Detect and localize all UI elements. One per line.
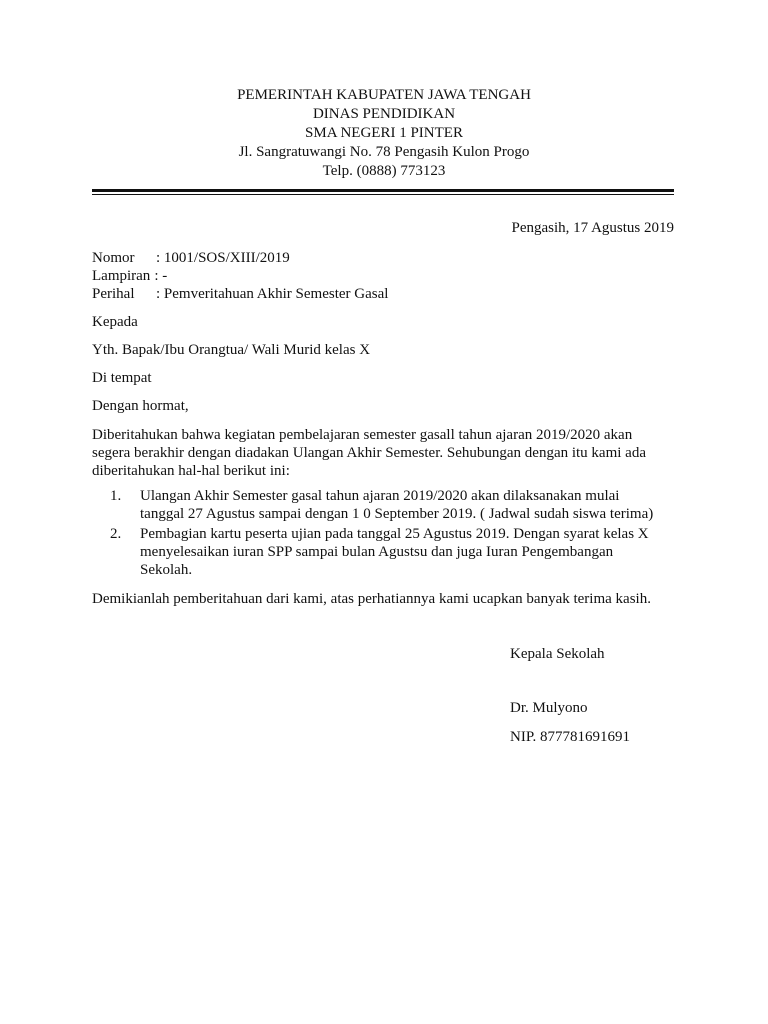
- perihal-label: Perihal: [92, 286, 135, 302]
- perihal-value: : Pemveritahuan Akhir Semester Gasal: [156, 286, 389, 302]
- meta-perihal: [92, 285, 388, 303]
- letterhead-government: PEMERINTAH KABUPATEN JAWA TENGAH: [237, 87, 531, 103]
- signature-name: Dr. Mulyono: [510, 700, 588, 716]
- letterhead-department: DINAS PENDIDIKAN: [312, 106, 456, 122]
- letter-meta: [92, 249, 388, 303]
- lampiran-label: Lampiran: [92, 268, 151, 284]
- list-line: Ulangan Akhir Semester gasal tahun ajaran 2019/2020 akan dilaksanakan mulai: [140, 488, 620, 504]
- lampiran-value: : -: [154, 268, 168, 284]
- letterhead-divider-thin: [92, 194, 674, 195]
- list-text: [140, 487, 680, 523]
- intro-line-2: segera berakhir dengan diadakan Ulangan Akhir Semester. Sehubungan dengan itu kami ada: [92, 445, 646, 461]
- letterhead: [0, 86, 768, 181]
- list-line: Sekolah.: [140, 562, 193, 578]
- nomor-label: Nomor: [92, 250, 135, 266]
- nomor-value: : 1001/SOS/XIII/2019: [156, 250, 290, 266]
- signature-title: Kepala Sekolah: [510, 646, 605, 662]
- letterhead-address: Jl. Sangratuwangi No. 78 Pengasih Kulon Progo: [238, 144, 530, 160]
- kepada: Kepada: [92, 314, 138, 330]
- intro-line-1: Diberitahukan bahwa kegiatan pembelajaran semester gasall tahun ajaran 2019/2020 akan: [92, 427, 633, 443]
- closing-paragraph: Demikianlah pemberitahuan dari kami, atas perhatiannya kami ucapkan banyak terima kasih.: [92, 591, 651, 607]
- letterhead-phone: Telp. (0888) 773123: [322, 163, 446, 179]
- list-number: 1.: [110, 488, 122, 504]
- place-date: Pengasih, 17 Agustus 2019: [511, 220, 674, 236]
- list-line: tanggal 27 Agustus sampai dengan 1 0 September 2019. ( Jadwal sudah siswa terima): [140, 506, 654, 522]
- letterhead-school: SMA NEGERI 1 PINTER: [305, 125, 463, 141]
- list-line: menyelesaikan iuran SPP sampai bulan Agustsu dan juga Iuran Pengembangan: [140, 544, 614, 560]
- greeting: Dengan hormat,: [92, 398, 189, 414]
- intro-line-3: diberitahukan hal-hal berikut ini:: [92, 463, 290, 479]
- signature-nip: NIP. 877781691691: [510, 729, 631, 745]
- letterhead-divider-thick: [92, 189, 674, 192]
- recipient: Yth. Bapak/Ibu Orangtua/ Wali Murid kelas X: [92, 342, 371, 358]
- list-item: [110, 525, 680, 579]
- list-line: Pembagian kartu peserta ujian pada tanggal 25 Agustus 2019. Dengan syarat kelas X: [140, 526, 649, 542]
- intro-paragraph: [92, 426, 682, 480]
- meta-lampiran: [92, 267, 388, 285]
- meta-nomor: [92, 249, 388, 267]
- notice-list: [110, 487, 680, 581]
- list-text: [140, 525, 680, 579]
- di-tempat: Di tempat: [92, 370, 152, 386]
- list-item: [110, 487, 680, 523]
- list-number: 2.: [110, 526, 122, 542]
